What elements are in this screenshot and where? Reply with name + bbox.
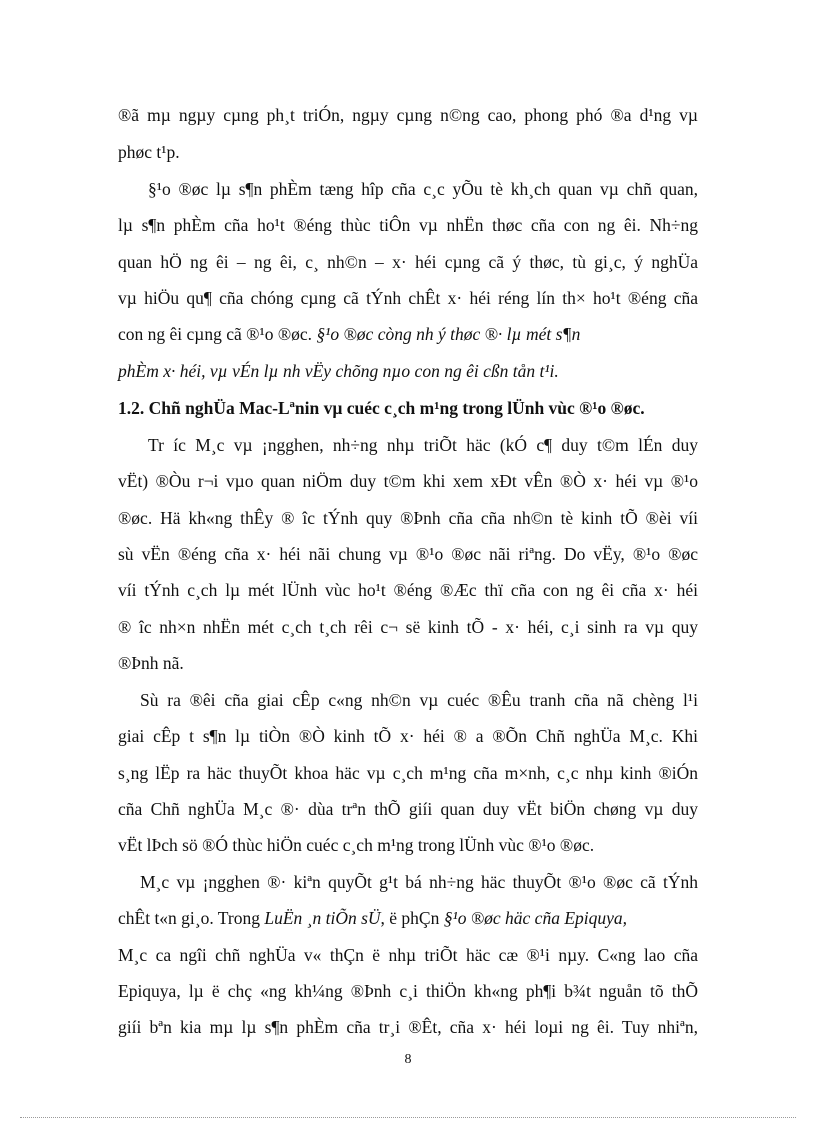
text-segment: chÊt t«n gi¸o. Trong (118, 908, 265, 928)
text-line: giai cÊp t s¶n lµ tiÒn ®Ò kinh tÕ x· héi ® a ®Õn Chñ nghÜa M¸c. Khi (118, 726, 698, 746)
text-line: víi tÝnh c¸ch lµ mét lÜnh vùc ho¹t ®éng ®Æc thï cña con ng êi cña x· héi (118, 580, 698, 600)
text-line: ®Þnh nã. (118, 653, 184, 673)
text-line: Sù ra ®êi cña giai cÊp c«ng nh©n vµ cuéc ®Êu tranh cña nã chèng l¹i (140, 690, 698, 710)
italic-text-line: phÈm x· héi, vµ vÉn lµ nh vËy chõng nµo con ng êi cßn tån t¹i. (118, 361, 559, 381)
text-line: Tr íc M¸c vµ ¡ngghen, nh÷ng nhµ triÕt häc (kÓ c¶ duy t©m lÉn duy (148, 435, 698, 455)
text-line: ® îc nh×n nhËn mét c¸ch t¸ch rêi c¬ së kinh tÕ - x· héi, c¸i sinh ra vµ quy (118, 617, 698, 637)
text-line: cña Chñ nghÜa M¸c ®· dùa trªn thÕ giíi quan duy vËt biÖn chøng vµ duy (118, 799, 698, 819)
italic-text-segment: LuËn ¸n tiÕn sÜ (264, 908, 381, 928)
text-line: phøc t¹p. (118, 142, 180, 162)
text-line: M¸c ca ngîi chñ nghÜa v« thÇn ë nhµ triÕt häc cæ ®¹i nµy. C«ng lao cña (118, 945, 698, 965)
section-heading: 1.2. Chñ nghÜa Mac-Lªnin vµ cuéc c¸ch m¹ng trong lÜnh vùc ®¹o ®øc. (118, 398, 645, 418)
text-line: ®øc. Hä kh«ng thÊy ® îc tÝnh quy ®Þnh cña cña nh©n tè kinh tÕ ®èi víi (118, 508, 698, 528)
text-line: lµ s¶n phÈm cña ho¹t ®éng thùc tiÔn vµ nhËn thøc cña con ng êi. Nh÷ng (118, 215, 698, 235)
text-line: §¹o ®øc lµ s¶n phÈm tæng hîp cña c¸c yÕu tè kh¸ch quan vµ chñ quan, (148, 179, 698, 199)
text-line (118, 323, 698, 345)
italic-text-segment: §¹o ®øc còng nh ý thøc ®· lµ mét s¶n (316, 324, 581, 344)
text-line (118, 907, 698, 929)
text-line: quan hÖ ng êi – ng êi, c¸ nh©n – x· héi cµng cã ý thøc, tù gi¸c, ý nghÜa (118, 252, 698, 272)
page-number: 8 (404, 1052, 412, 1067)
text-line: vµ hiÖu qu¶ cña chóng cµng cã tÝnh chÊt x· héi réng lín th× ho¹t ®éng cña (118, 288, 698, 308)
italic-text-segment: §¹o ®øc häc cña Epiquya, (443, 908, 628, 928)
text-line: Epiquya, lµ ë chç «ng kh¼ng ®Þnh c¸i thiÖn kh«ng ph¶i b¾t nguån tõ thÕ (118, 981, 698, 1001)
text-line: s¸ng lËp ra häc thuyÕt khoa häc vµ c¸ch m¹ng cña m×nh, c¸c nhµ kinh ®iÓn (118, 763, 698, 783)
text-line: giíi bªn kia mµ lµ s¶n phÈm cña tr¸i ®Êt, cña x· héi loµi ng êi. Tuy nhiªn, (118, 1017, 698, 1037)
text-line: M¸c vµ ¡ngghen ®· kiªn quyÕt g¹t bá nh÷ng häc thuyÕt ®¹o ®øc cã tÝnh (140, 872, 698, 892)
text-line: vËt lÞch sö ®Ó thùc hiÖn cuéc c¸ch m¹ng trong lÜnh vùc ®¹o ®øc. (118, 835, 595, 855)
page-bottom-rule (20, 1117, 796, 1118)
text-line: vËt) ®Òu r¬i vµo quan niÖm duy t©m khi xem xÐt vÊn ®Ò x· héi vµ ®¹o (118, 471, 698, 491)
text-line: ®ã mµ ngµy cµng ph¸t triÓn, ngµy cµng n©ng cao, phong phó ®a d¹ng vµ (118, 105, 698, 125)
text-line: sù vËn ®éng cña x· héi nãi chung vµ ®¹o ®øc nãi riªng. Do vËy, ®¹o ®øc (118, 544, 698, 564)
text-segment: con ng êi cµng cã ®¹o ®øc. (118, 324, 317, 344)
text-segment: , ë phÇn (380, 908, 444, 928)
